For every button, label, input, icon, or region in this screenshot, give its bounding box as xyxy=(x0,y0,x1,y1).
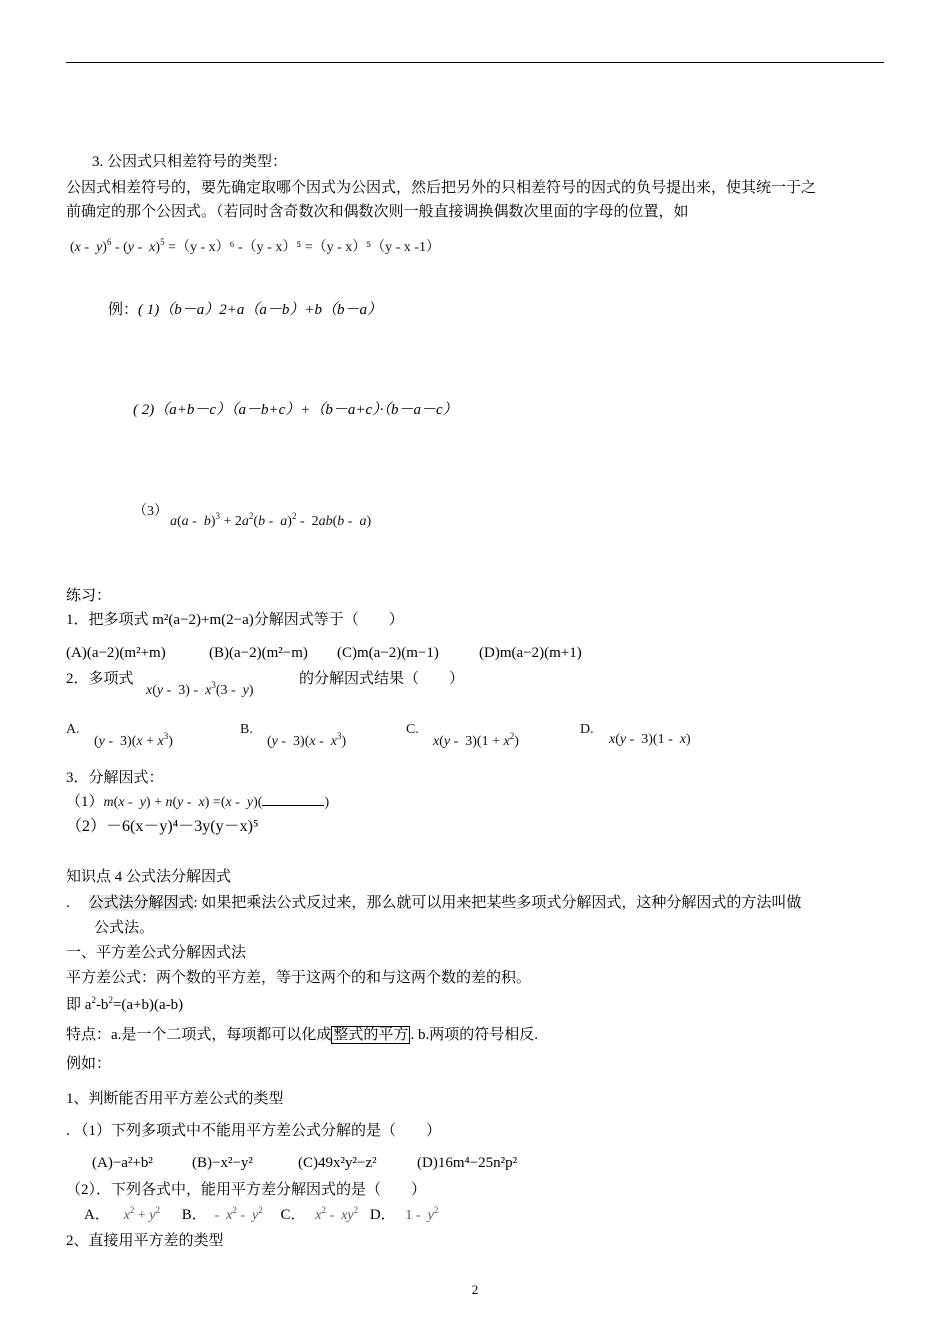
q2-option-c-label: C. xyxy=(406,722,419,737)
term-highlight: 公式法分解因式 xyxy=(88,895,194,911)
type1-q1-option-c: (C)49x²y²−z² xyxy=(298,1155,377,1171)
q2-option-c: $x(y - 3)(1 + x^2)$ xyxy=(433,731,519,749)
q2-opt-b-expr: - $x^2 - y^2$ xyxy=(214,1205,263,1223)
formula-lhs: (x - y)$^6$ - (y - x)$^5$ xyxy=(70,237,165,255)
header-rule xyxy=(66,62,884,63)
knowledge4-definition-line2: 公式法。 xyxy=(94,920,155,936)
definition-text: : 如果把乘法公式反过来，那么就可以用来把某些多项式分解因式，这种分解因式的方法叫做 xyxy=(193,895,802,911)
q1-option-d: (D)m(a−2)(m+1) xyxy=(479,645,582,661)
section3-example2 xyxy=(133,400,458,420)
q2-option-b-label: B. xyxy=(240,722,253,737)
q2-option-d: x(y - 3)(1 - x) xyxy=(609,732,691,747)
type1-q1-option-d: (D)16m⁴−25n²p² xyxy=(417,1155,518,1171)
example3-label: （3） xyxy=(133,504,168,519)
q2-expression: $x(y - 3) - x^3(3 - y)$ xyxy=(146,680,254,698)
example-label: 例： xyxy=(108,302,139,318)
type1-q1: . （1）下列多项式中不能用平方差公式分解的是（ ） xyxy=(66,1123,442,1139)
subsection-difference-of-squares: 一、平方差公式分解因式法 xyxy=(66,945,247,961)
q3-1-label: （1） xyxy=(66,794,104,810)
q2-option-b: $(y - 3)(x - x^3)$ xyxy=(267,731,347,749)
page-number: 2 xyxy=(471,1282,479,1297)
q2-opt-b-label: B． xyxy=(181,1207,207,1223)
knowledge4-title: 知识点 4 公式法分解因式 xyxy=(66,869,232,885)
boxed-term: 整式的平方 xyxy=(333,1027,409,1043)
practice-q3-1 xyxy=(66,792,329,813)
section3-title: 3. 公因式只相差符号的类型： xyxy=(92,154,288,170)
feature-line xyxy=(66,1025,538,1045)
bullet: . xyxy=(66,895,70,911)
type1-q2-options xyxy=(84,1205,438,1226)
feature-suffix: . b.两项的符号相反. xyxy=(410,1027,538,1043)
q2-option-d-label: D. xyxy=(580,722,594,737)
practice-title: 练习： xyxy=(66,588,112,604)
section3-desc-line1: 公因式相差符号的，要先确定取哪个因式为公因式，然后把另外的只相差符号的因式的负号提出来，使其统一于之 xyxy=(66,180,817,196)
example3-expr: $a(a - b)^3 + 2a^2(b - a)^2 - 2ab(b - a)$ xyxy=(170,511,372,529)
q1-option-a: (A)(a−2)(m²+m) xyxy=(66,645,166,661)
formula-rhs: =（y - x）⁶ -（y - x）⁵ =（y - x）⁵（y - x -1） xyxy=(168,240,440,255)
section3-example1 xyxy=(108,300,382,320)
section3-desc-line2: 前确定的那个公因式。（若同时含奇数次和偶数次则一般直接调换偶数次里面的字母的位置，如 xyxy=(66,204,689,220)
type1-title: 1、判断能否用平方差公式的类型 xyxy=(66,1091,284,1107)
practice-q3-2: （2）－6(x－y)⁴－3y(y－x)⁵ xyxy=(66,818,259,835)
q2-opt-d-label: D． xyxy=(369,1207,396,1223)
formula-prefix: 即 xyxy=(66,997,85,1013)
section3-formula xyxy=(70,238,440,258)
knowledge4-definition xyxy=(66,893,801,913)
practice-q3-title: 3．分解因式： xyxy=(66,770,164,786)
q2-opt-d-expr: $1 - y^2$ xyxy=(405,1205,439,1223)
type1-q2: （2）．下列各式中，能用平方差分解因式的是（ ） xyxy=(66,1182,427,1198)
q2-opt-a-expr: $x^2 + y^2$ xyxy=(123,1205,160,1223)
answer-blank[interactable] xyxy=(262,793,324,806)
example-label: 例如： xyxy=(66,1056,112,1072)
formula-definition: 平方差公式：两个数的平方差，等于这两个的和与这两个数的差的积。 xyxy=(66,970,532,986)
example2-expr: ( 2)（a+b－c）（a－b+c）+（b－a+c）·（b－a－c） xyxy=(133,402,458,418)
q2-opt-c-expr: $x^2 - xy^2$ xyxy=(315,1205,359,1223)
type1-q1-option-a: (A)−a²+b² xyxy=(92,1155,153,1171)
section3-example3 xyxy=(133,502,168,522)
type2-title: 2、直接用平方差的类型 xyxy=(66,1233,224,1249)
feature-prefix: 特点：a.是一个二项式，每项都可以化成 xyxy=(66,1027,332,1043)
practice-q2-suffix: 的分解因式结果（ ） xyxy=(299,671,465,687)
example1-expr: ( 1)（b－a）2+a（a－b）+b（b－a） xyxy=(138,302,383,318)
q3-1-expr: m(x - y) + n(y - x) =(x - y)( ) xyxy=(103,795,330,810)
q1-option-c: (C)m(a−2)(m−1) xyxy=(337,645,439,661)
type1-q1-option-b: (B)−x²−y² xyxy=(192,1155,253,1171)
q2-opt-c-label: C． xyxy=(280,1207,306,1223)
q2-opt-a-label: A． xyxy=(84,1207,110,1223)
q1-option-b: (B)(a−2)(m²−m) xyxy=(209,645,308,661)
practice-q2-prefix: 2．多项式 xyxy=(66,671,134,687)
practice-q1: 1．把多项式 m²(a−2)+m(2−a)分解因式等于（ ） xyxy=(66,612,404,628)
q2-option-a: $(y - 3)(x + x^3)$ xyxy=(94,731,173,749)
formula-expression: 即 $a^2-b^2=(a+b)(a-b)$ xyxy=(66,995,184,1013)
q2-option-a-label: A. xyxy=(66,722,80,737)
